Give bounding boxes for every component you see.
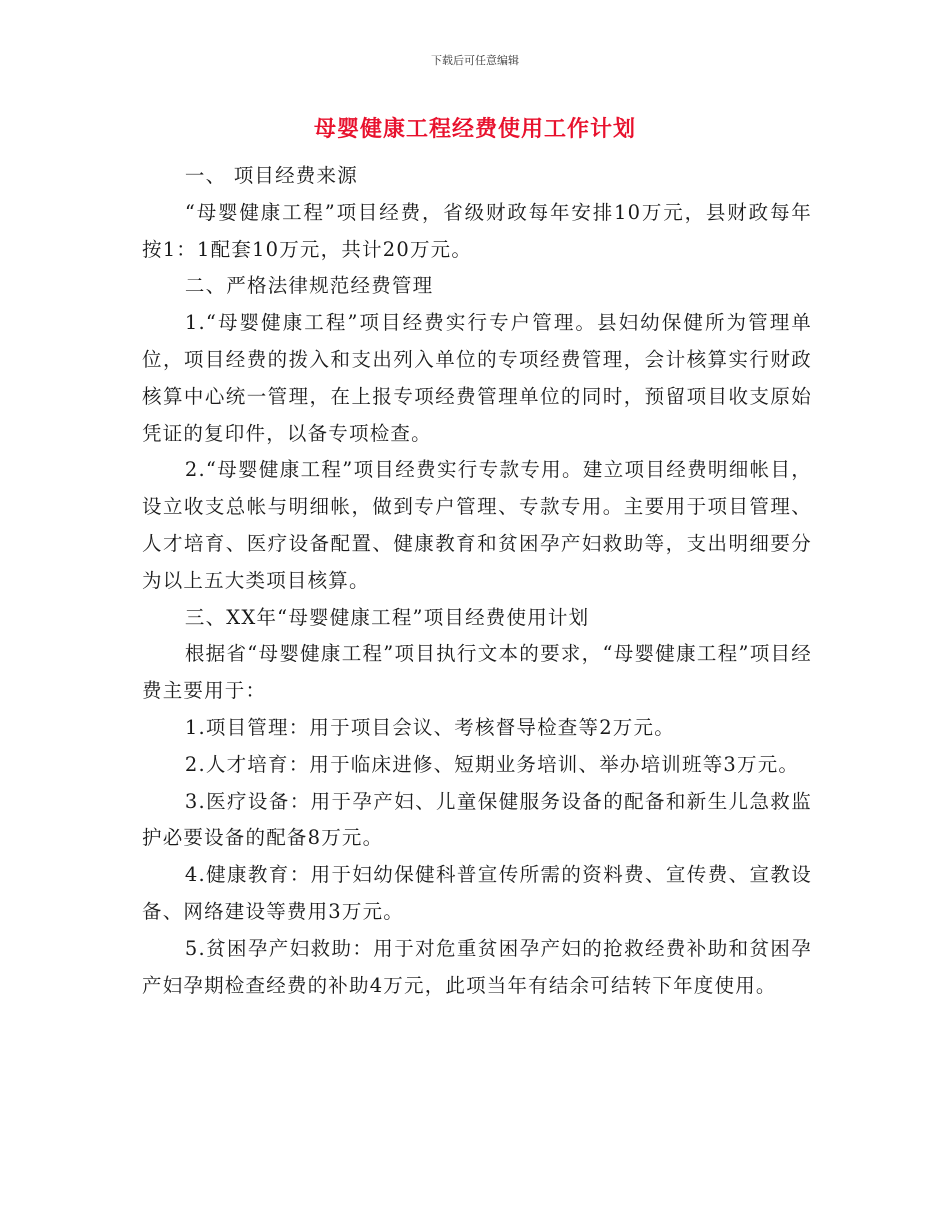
paragraph: “母婴健康工程”项目经费，省级财政每年安排10万元，县财政每年按1：1配套10万元，共计20万元。 <box>142 200 812 261</box>
list-item: 2.人才培育：用于临床进修、短期业务培训、举办培训班等3万元。 <box>184 752 800 776</box>
list-item: 1.项目管理：用于项目会议、考核督导检查等2万元。 <box>184 715 675 739</box>
list-item: 3.医疗设备：用于孕产妇、儿童保健服务设备的配备和新生儿急救监护必要设备的配备8万元。 <box>142 789 812 850</box>
paragraph: 根据省“母婴健康工程”项目执行文本的要求，“母婴健康工程”项目经费主要用于： <box>142 642 812 703</box>
list-item: 4.健康教育：用于妇幼保健科普宣传所需的资料费、宣传费、宣教设备、网络建设等费用3万元。 <box>142 863 812 923</box>
document-title: 母婴健康工程经费使用工作计划 <box>313 116 636 142</box>
paragraph: 2.“母婴健康工程”项目经费实行专款专用。建立项目经费明细帐目，设立收支总帐与明细帐，做到专户管理、专款专用。主要用于项目管理、人才培育、医疗设备配置、健康教育和贫困孕产妇救助等，支出明细要分为以上五大类项目核算。 <box>142 458 812 592</box>
document-body <box>142 158 812 1004</box>
section-heading-2: 二、严格法律规范经费管理 <box>184 274 434 298</box>
section-heading-1: 一、 项目经费来源 <box>184 164 358 187</box>
section-heading-3: 三、XX年“母婴健康工程”项目经费使用计划 <box>184 605 590 629</box>
list-item: 5.贫困孕产妇救助：用于对危重贫困孕产妇的抢救经费补助和贫困孕产妇孕期检查经费的补助4万元，此项当年有结余可结转下年度使用。 <box>142 936 812 997</box>
header-note: 下载后可任意编辑 <box>431 54 519 67</box>
paragraph: 1.“母婴健康工程”项目经费实行专户管理。县妇幼保健所为管理单位，项目经费的拨入和支出列入单位的专项经费管理，会计核算实行财政核算中心统一管理，在上报专项经费管理单位的同时，预留项目收支原始凭证的复印件，以备专项检查。 <box>142 311 812 445</box>
